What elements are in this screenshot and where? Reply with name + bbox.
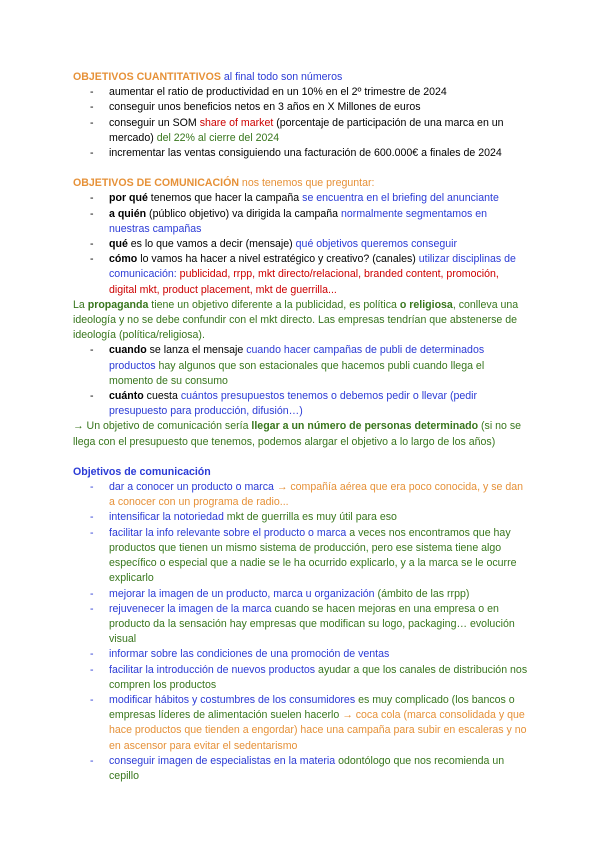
list-item: - cuánto cuesta cuántos presupuestos tenemos o debemos pedir o llevar (pedir presupuesto para producción, difusión…) <box>90 390 478 418</box>
list-item: - facilitar la introducción de nuevos productos ayudar a que los canales de distribución nos compren los productos <box>90 663 528 691</box>
objetivos-heading: Objetivos de comunicación <box>73 465 211 478</box>
list-item: - facilitar la info relevante sobre el producto o marca a veces nos encontramos que hay productos que tienen un mismo sistema de producción, pero ese sistema tiene algo específico o especial que a nadie se le ha ocurrido explicarlo, y a la marca se le ocurre explicarlo <box>90 526 517 585</box>
document-page <box>73 70 529 784</box>
comunicacion-list <box>73 191 529 297</box>
cuantitativos-list <box>73 85 529 161</box>
cuantitativos-heading: OBJETIVOS CUANTITATIVOS <box>73 71 221 83</box>
term-highlight: share of market <box>199 116 274 129</box>
cuantitativos-heading-note: al final todo son números <box>223 71 343 83</box>
list-item: - conseguir un SOM share of market (porcentaje de participación de una marca en un mercado) del 22% al cierre del 2024 <box>90 116 504 144</box>
comunicacion-heading: OBJETIVOS DE COMUNICACIÓN <box>73 177 239 190</box>
objetivos-list <box>73 480 529 784</box>
list-item: - dar a conocer un producto o marca → compañía aérea que era poco conocida, y se dan a conocer con un programa de radio... <box>90 481 524 509</box>
list-item: - conseguir unos beneficios netos en 3 años en X Millones de euros <box>90 101 421 114</box>
list-item: - a quién (público objetivo) va dirigida la campaña normalmente segmentamos en nuestras campañas <box>90 207 488 235</box>
comunicacion-list-2 <box>73 343 529 419</box>
list-item: - por qué tenemos que hacer la campaña se encuentra en el briefing del anunciante <box>90 192 499 205</box>
list-item: - qué es lo que vamos a decir (mensaje) qué objetivos queremos conseguir <box>90 238 458 251</box>
conclusion-paragraph: → Un objetivo de comunicación sería llegar a un número de personas determinado (si no se llega con el presupuesto que tenemos, podemos alargar el objetivo a lo largo de los años) <box>73 420 522 448</box>
arrow-icon: → <box>73 420 84 433</box>
list-item: - aumentar el ratio de productividad en un 10% en el 2º trimestre de 2024 <box>90 86 447 99</box>
list-item: - informar sobre las condiciones de una promoción de ventas <box>90 648 390 661</box>
comunicacion-heading-line <box>73 176 529 191</box>
list-item: - intensificar la notoriedad mkt de guerrilla es muy útil para eso <box>90 511 397 524</box>
comunicacion-heading-note: nos tenemos que preguntar: <box>238 177 375 190</box>
list-item: - cuando se lanza el mensaje cuando hacer campañas de publi de determinados productos hay algunos que son estacionales que hacemos publi cuando llega el momento de su consumo <box>90 344 485 387</box>
objetivos-heading-line <box>73 465 529 480</box>
list-item: - conseguir imagen de especialistas en la materia odontólogo que nos recomienda un cepillo <box>90 754 505 782</box>
propaganda-paragraph: La propaganda tiene un objetivo diferente a la publicidad, es política o religiosa, conlleva una ideología y no se debe confundir con el mkt directo. Las empresas tendrían que abstenerse de ideología (política/religiosa). <box>73 298 519 342</box>
list-item: - mejorar la imagen de un producto, marca u organización (ámbito de las rrpp) <box>90 587 470 600</box>
list-item: - rejuvenecer la imagen de la marca cuando se hacen mejoras en una empresa o en producto da la sensación hay empresas que modifican su logo, packaging… evolución visual <box>90 602 515 646</box>
cuantitativos-heading-line <box>73 70 529 85</box>
list-item: - modificar hábitos y costumbres de los consumidores es muy complicado (los bancos o empresas líderes de alimentación suelen hacerlo → coca cola (marca consolidada y que hace productos que tienden a engordar) hace una campaña para subir en escaleras y no en ascensor para evitar el sedentarismo <box>90 693 527 752</box>
list-item: - incrementar las ventas consiguiendo una facturación de 600.000€ a finales de 2024 <box>90 147 502 160</box>
list-item: - cómo lo vamos ha hacer a nivel estratégico y creativo? (canales) utilizar disciplinas de comunicación: publicidad, rrpp, mkt directo/relacional, branded content, promoción, digital mkt, product placement, mkt de guerrilla... <box>90 253 516 296</box>
